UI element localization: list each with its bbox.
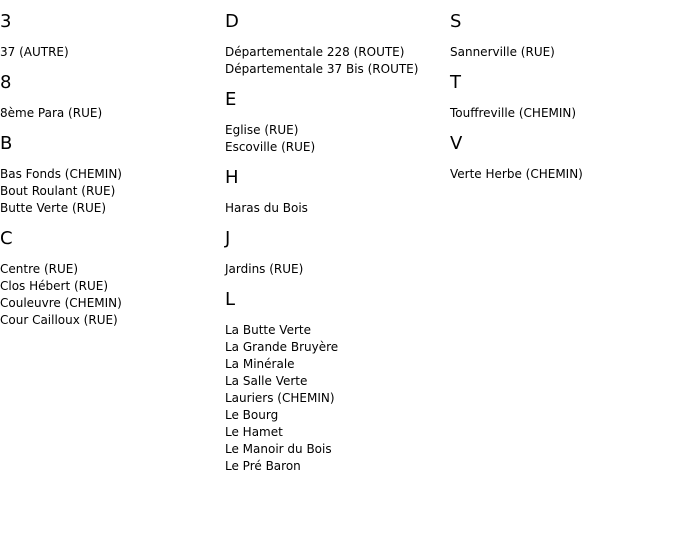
street-list <box>225 322 450 475</box>
street-link[interactable]: Bout Roulant (RUE) <box>0 184 116 198</box>
street-list <box>450 166 675 183</box>
letter-heading: S <box>450 11 462 32</box>
street-link[interactable]: La Butte Verte <box>225 323 311 337</box>
street-link[interactable]: La Grande Bruyère <box>225 340 339 354</box>
street-link[interactable]: Couleuvre (CHEMIN) <box>0 296 122 310</box>
street-link[interactable]: Eglise (RUE) <box>225 123 299 137</box>
street-index-column-2 <box>225 0 450 475</box>
letter-group <box>225 290 450 475</box>
letter-heading: D <box>225 11 239 32</box>
street-link[interactable]: Le Pré Baron <box>225 459 301 473</box>
letter-group <box>225 12 450 78</box>
street-link[interactable]: Le Hamet <box>225 425 283 439</box>
street-list <box>225 122 450 156</box>
letter-heading: C <box>0 228 13 249</box>
street-link[interactable]: La Minérale <box>225 357 295 371</box>
street-list <box>0 105 225 122</box>
street-link[interactable]: Départementale 37 Bis (ROUTE) <box>225 62 419 76</box>
letter-group <box>450 12 675 61</box>
street-link[interactable]: Bas Fonds (CHEMIN) <box>0 167 122 181</box>
letter-heading: E <box>225 89 237 110</box>
letter-heading: H <box>225 167 239 188</box>
letter-group <box>0 73 225 122</box>
street-link[interactable]: Lauriers (CHEMIN) <box>225 391 335 405</box>
letter-heading: 8 <box>0 72 12 93</box>
street-link[interactable]: Sannerville (RUE) <box>450 45 555 59</box>
street-list <box>225 261 450 278</box>
letter-heading: J <box>225 228 231 249</box>
letter-heading: B <box>0 133 13 154</box>
letter-group <box>0 12 225 61</box>
street-link[interactable]: Le Bourg <box>225 408 279 422</box>
letter-heading: T <box>450 72 461 93</box>
letter-group <box>225 229 450 278</box>
letter-group <box>450 73 675 122</box>
letter-group <box>0 134 225 217</box>
street-list <box>450 105 675 122</box>
street-link[interactable]: Clos Hébert (RUE) <box>0 279 109 293</box>
street-list <box>0 166 225 217</box>
street-link[interactable]: Touffreville (CHEMIN) <box>450 106 577 120</box>
letter-group <box>225 168 450 217</box>
street-link[interactable]: Butte Verte (RUE) <box>0 201 107 215</box>
letter-heading: V <box>450 133 463 154</box>
street-link[interactable]: Verte Herbe (CHEMIN) <box>450 167 583 181</box>
letter-heading: L <box>225 289 236 310</box>
street-link[interactable]: Haras du Bois <box>225 201 308 215</box>
street-link[interactable]: Escoville (RUE) <box>225 140 316 154</box>
letter-group <box>225 90 450 156</box>
street-link[interactable]: Jardins (RUE) <box>225 262 304 276</box>
street-list <box>225 44 450 78</box>
street-list <box>0 261 225 329</box>
street-link[interactable]: Départementale 228 (ROUTE) <box>225 45 405 59</box>
street-link[interactable]: Le Manoir du Bois <box>225 442 332 456</box>
street-index-column-3 <box>450 0 675 183</box>
letter-group <box>0 229 225 329</box>
street-link[interactable]: La Salle Verte <box>225 374 308 388</box>
street-link[interactable]: Cour Cailloux (RUE) <box>0 313 118 327</box>
street-link[interactable]: 37 (AUTRE) <box>0 45 69 59</box>
street-link[interactable]: 8ème Para (RUE) <box>0 106 103 120</box>
street-list <box>450 44 675 61</box>
street-index-column-1 <box>0 0 225 329</box>
letter-group <box>450 134 675 183</box>
street-list <box>0 44 225 61</box>
street-list <box>225 200 450 217</box>
street-link[interactable]: Centre (RUE) <box>0 262 79 276</box>
letter-heading: 3 <box>0 11 12 32</box>
